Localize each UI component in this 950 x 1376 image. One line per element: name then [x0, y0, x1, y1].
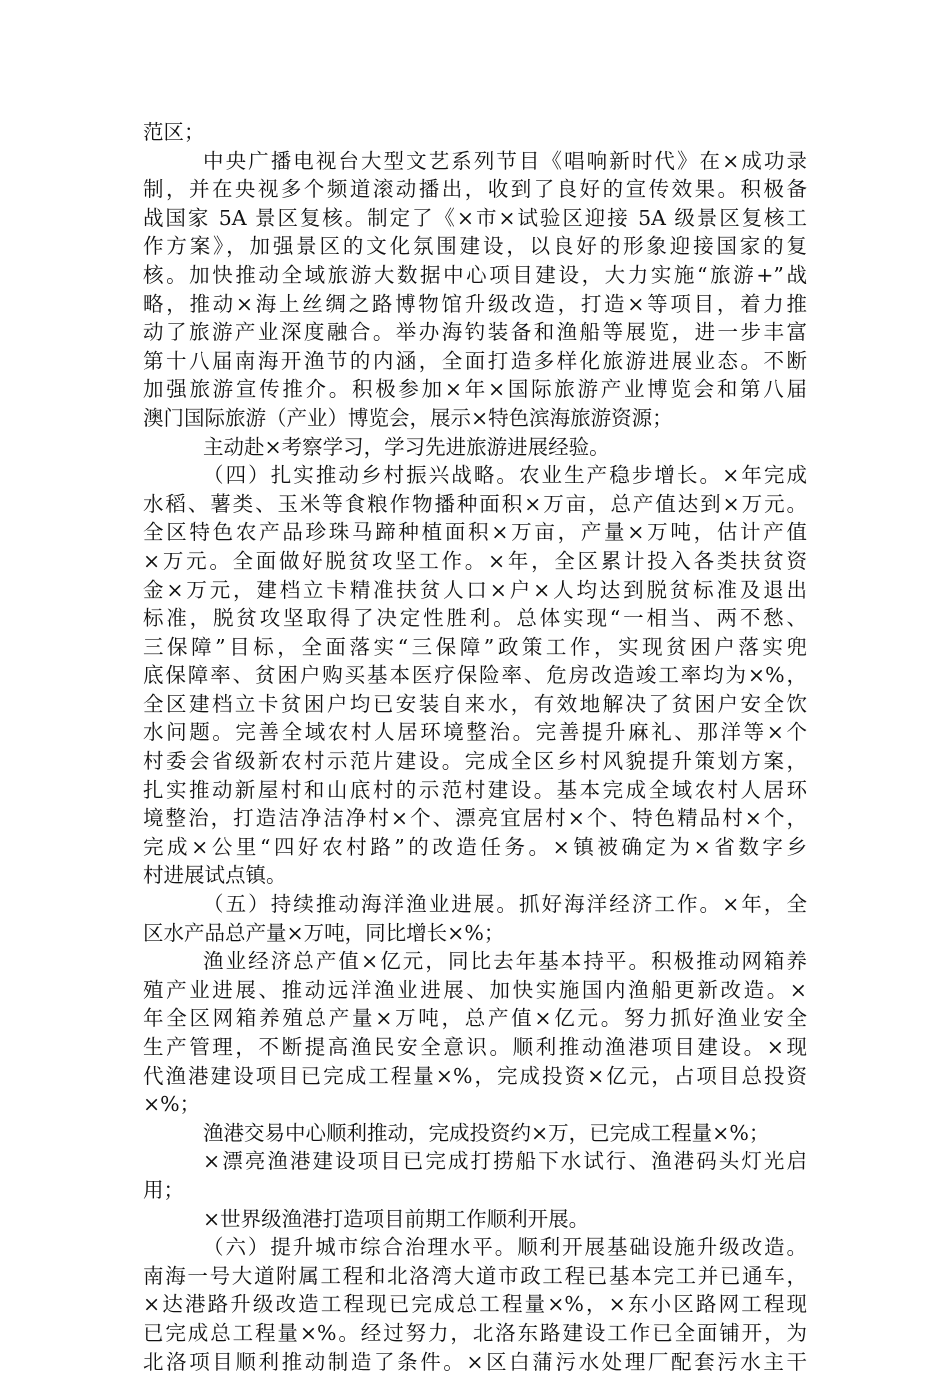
- text-line: 范区；: [143, 120, 205, 144]
- text-line: 全区建档立卡贫困户均已安装自来水，有效地解决了贫困户安全饮: [143, 691, 807, 716]
- text-line: ×达港路升级改造工程现已完成总工程量×%，×东小区路网工程现: [143, 1292, 807, 1317]
- text-line: 加强旅游宣传推介。积极参加×年×国际旅游产业博览会和第八届: [143, 377, 807, 402]
- text-line: 年全区网箱养殖总产量×万吨，总产值×亿元。努力抓好渔业安全: [143, 1006, 807, 1031]
- text-line: 金×万元，建档立卡精准扶贫人口×户×人均达到脱贫标准及退出: [143, 577, 807, 602]
- text-line: （五）持续推动海洋渔业进展。抓好海洋经济工作。×年，全: [203, 892, 807, 917]
- text-line: 渔业经济总产值×亿元，同比去年基本持平。积极推动网箱养: [203, 949, 807, 974]
- text-line: ×%；: [143, 1092, 201, 1117]
- text-line: 生产管理，不断提高渔民安全意识。顺利推动渔港项目建设。×现: [143, 1035, 807, 1059]
- text-line: 略，推动×海上丝绸之路博物馆升级改造，打造×等项目，着力推: [143, 291, 807, 316]
- text-line: 作方案》，加强景区的文化氛围建设，以良好的形象迎接国家的复: [143, 234, 807, 259]
- text-line: 三保障”目标，全面落实“三保障”政策工作，实现贫困户落实兜: [143, 634, 807, 659]
- text-line: 北洛项目顺利推动制造了条件。×区白蒲污水处理厂配套污水主干: [143, 1349, 807, 1374]
- text-line: 已完成总工程量×%。经过努力，北洛东路建设工作已全面铺开，为: [143, 1320, 807, 1345]
- text-line: ×漂亮渔港建设项目已完成打捞船下水试行、渔港码头灯光启: [203, 1149, 807, 1174]
- text-line: 主动赴×考察学习，学习先进旅游进展经验。: [203, 434, 610, 459]
- text-line: 用；: [143, 1177, 184, 1202]
- text-line: 第十八届南海开渔节的内涵，全面打造多样化旅游进展业态。不断: [143, 348, 807, 373]
- text-line: 扎实推动新屋村和山底村的示范村建设。基本完成全域农村人居环: [143, 777, 807, 802]
- text-line: 动了旅游产业深度融合。举办海钓装备和渔船等展览，进一步丰富: [143, 320, 807, 345]
- text-line: 核。加快推动全域旅游大数据中心项目建设，大力实施“旅游+”战: [143, 262, 807, 287]
- text-line: ×世界级渔港打造项目前期工作顺利开展。: [203, 1206, 590, 1231]
- text-line: 澳门国际旅游（产业）博览会，展示×特色滨海旅游资源；: [143, 405, 673, 430]
- text-line: 村委会省级新农村示范片建设。完成全区乡村风貌提升策划方案，: [143, 749, 807, 774]
- text-line: 代渔港建设项目已完成工程量×%，完成投资×亿元，占项目总投资: [143, 1063, 807, 1088]
- text-line: 南海一号大道附属工程和北洛湾大道市政工程已基本完工并已通车，: [143, 1263, 807, 1288]
- text-line: 村进展试点镇。: [143, 863, 287, 888]
- text-line: 完成×公里“四好农村路”的改造任务。×镇被确定为×省数字乡: [143, 834, 807, 859]
- text-line: 渔港交易中心顺利推动，完成投资约×万，已完成工程量×%；: [203, 1120, 770, 1145]
- text-line: 战国家 5A 景区复核。制定了《×市×试验区迎接 5A 级景区复核工: [143, 205, 807, 230]
- text-line: 水问题。完善全域农村人居环境整治。完善提升麻礼、那洋等×个: [143, 720, 807, 745]
- text-line: 底保障率、贫困户购买基本医疗保险率、危房改造竣工率均为×%，: [143, 663, 807, 688]
- text-line: 全区特色农产品珍珠马蹄种植面积×万亩，产量×万吨，估计产值: [143, 520, 807, 545]
- text-line: 标准，脱贫攻坚取得了决定性胜利。总体实现“一相当、两不愁、: [143, 606, 807, 631]
- text-line: （六）提升城市综合治理水平。顺利开展基础设施升级改造。: [203, 1235, 807, 1260]
- text-line: 制，并在央视多个频道滚动播出，收到了良好的宣传效果。积极备: [143, 177, 807, 202]
- text-line: 水稻、薯类、玉米等食粮作物播种面积×万亩，总产值达到×万元。: [143, 491, 807, 516]
- text-line: 殖产业进展、推动远洋渔业进展、加快实施国内渔船更新改造。×: [143, 977, 807, 1002]
- text-line: 区水产品总产量×万吨，同比增长×%；: [143, 920, 505, 945]
- text-line: 中央广播电视台大型文艺系列节目《唱响新时代》在×成功录: [203, 148, 807, 173]
- document-body: [143, 118, 807, 1376]
- text-line: ×万元。全面做好脱贫攻坚工作。×年，全区累计投入各类扶贫资: [143, 548, 807, 573]
- text-line: （四）扎实推动乡村振兴战略。农业生产稳步增长。×年完成: [203, 463, 807, 488]
- text-line: 境整治，打造洁净洁净村×个、漂亮宜居村×个、特色精品村×个，: [143, 806, 807, 831]
